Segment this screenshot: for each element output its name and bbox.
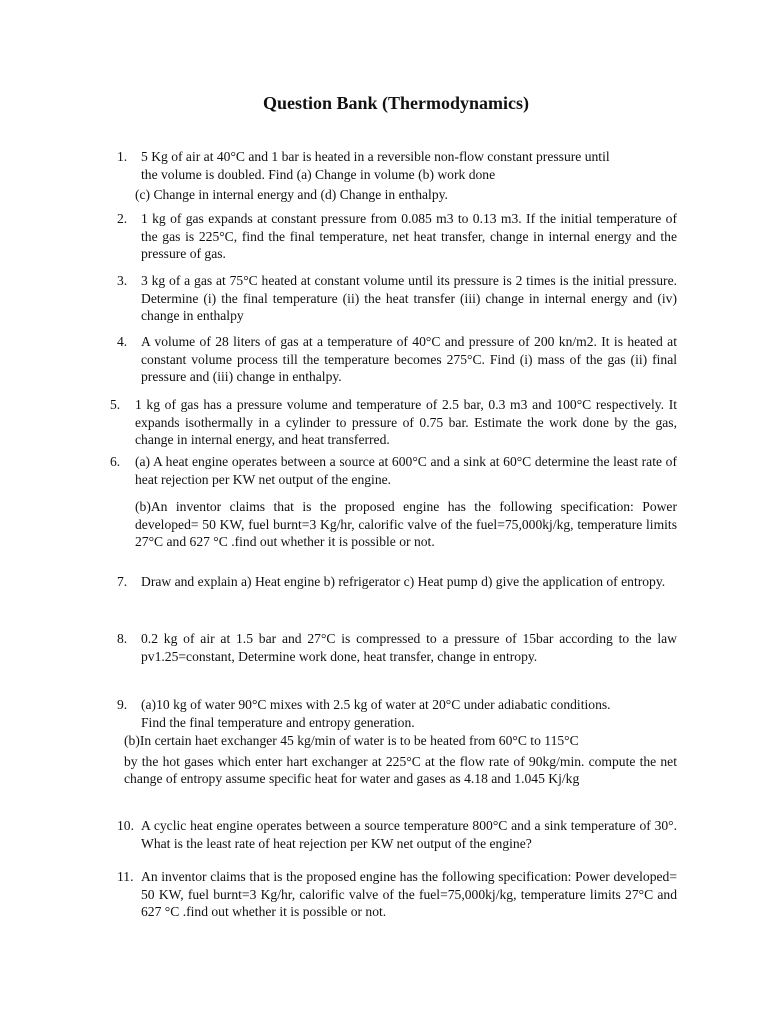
question-number: 11. bbox=[117, 869, 134, 884]
question-1 bbox=[117, 148, 681, 183]
question-number: 8. bbox=[117, 631, 128, 646]
question-4 bbox=[117, 333, 677, 386]
question-text: An inventor claims that is the proposed engine has the following specification: Power developed= 50 KW, fuel burnt=3 Kg/hr, calorific valve of the fuel=75,000kj/kg, temperature limits 27°C and 627 °C .find out whether it is possible or not. bbox=[141, 869, 677, 919]
question-7 bbox=[117, 573, 677, 591]
question-number: 6. bbox=[110, 454, 121, 469]
question-2 bbox=[117, 210, 677, 263]
question-11 bbox=[117, 868, 677, 921]
question-3 bbox=[117, 272, 677, 325]
question-text: A volume of 28 liters of gas at a temperature of 40°C and pressure of 200 kn/m2. It is heated at constant volume process till the temperature becomes 275°C. Find (i) mass of the gas (ii) final pressure and (iii) change in enthalpy. bbox=[141, 334, 677, 384]
question-number: 4. bbox=[117, 334, 128, 349]
question-9 bbox=[117, 696, 681, 731]
question-number: 10. bbox=[117, 818, 134, 833]
question-1-extra bbox=[135, 186, 675, 204]
question-9-part-b bbox=[124, 732, 677, 788]
question-text: Draw and explain a) Heat engine b) refrigerator c) Heat pump d) give the application of entropy. bbox=[141, 574, 666, 589]
question-10 bbox=[117, 817, 677, 852]
question-line: by the hot gases which enter hart exchanger at 225°C at the flow rate of 90kg/min. compute the net change of entropy assume specific heat for water and gases as 4.18 and 1.045 Kj/kg bbox=[124, 753, 677, 786]
question-text: (a) A heat engine operates between a source at 600°C and a sink at 60°C determine the least rate of heat rejection per KW net output of the engine. bbox=[135, 454, 677, 487]
question-5 bbox=[110, 396, 677, 449]
question-text: 0.2 kg of air at 1.5 bar and 27°C is compressed to a pressure of 15bar according to the law pv1.25=constant, Determine work done, heat transfer, change in entropy. bbox=[141, 631, 677, 664]
question-number: 1. bbox=[117, 149, 128, 164]
page-title: Question Bank (Thermodynamics) bbox=[262, 93, 530, 113]
question-line: (a)10 kg of water 90°C mixes with 2.5 kg of water at 20°C under adiabatic conditions. bbox=[141, 697, 611, 712]
question-text: 3 kg of a gas at 75°C heated at constant volume until its pressure is 2 times is the initial pressure. Determine (i) the final temperature (ii) the heat transfer (iii) change in internal energy and (iv) change in enthalpy bbox=[141, 273, 677, 323]
question-text: A cyclic heat engine operates between a source temperature 800°C and a sink temperature of 30°. What is the least rate of heat rejection per KW net output of the engine? bbox=[141, 818, 677, 851]
question-number: 9. bbox=[117, 697, 128, 712]
question-text bbox=[141, 148, 681, 183]
question-6 bbox=[110, 453, 677, 488]
question-text bbox=[141, 696, 681, 731]
question-number: 2. bbox=[117, 211, 128, 226]
question-line: (b)An inventor claims that is the proposed engine has the following specification: Power developed= 50 KW, fuel burnt=3 Kg/hr, calorific valve of the fuel=75,000kj/kg, temperature limits 27°C and 627 °C .find out whether it is possible or not. bbox=[135, 499, 677, 549]
question-line: Find the final temperature and entropy generation. bbox=[141, 714, 415, 730]
question-number: 3. bbox=[117, 273, 128, 288]
question-number: 7. bbox=[117, 574, 128, 589]
question-text: 1 kg of gas has a pressure volume and temperature of 2.5 bar, 0.3 m3 and 100°C respectively. It expands isothermally in a cylinder to pressure of 0.75 bar. Estimate the work done by the gas, change in internal energy, and heat transferred. bbox=[135, 397, 677, 447]
question-line: 5 Kg of air at 40°C and 1 bar is heated in a reversible non-flow constant pressure until bbox=[141, 149, 610, 164]
question-line: (b)In certain haet exchanger 45 kg/min of water is to be heated from 60°C to 115°C bbox=[124, 733, 579, 748]
question-line: (c) Change in internal energy and (d) Change in enthalpy. bbox=[135, 187, 448, 202]
question-text: 1 kg of gas expands at constant pressure from 0.085 m3 to 0.13 m3. If the initial temperature of the gas is 225°C, find the final temperature, net heat transfer, change in internal energy and the pressure of gas. bbox=[141, 211, 677, 261]
question-line: the volume is doubled. Find (a) Change in volume (b) work done bbox=[141, 166, 496, 182]
question-8 bbox=[117, 630, 677, 665]
question-number: 5. bbox=[110, 397, 121, 412]
question-6-part-b bbox=[135, 498, 677, 551]
